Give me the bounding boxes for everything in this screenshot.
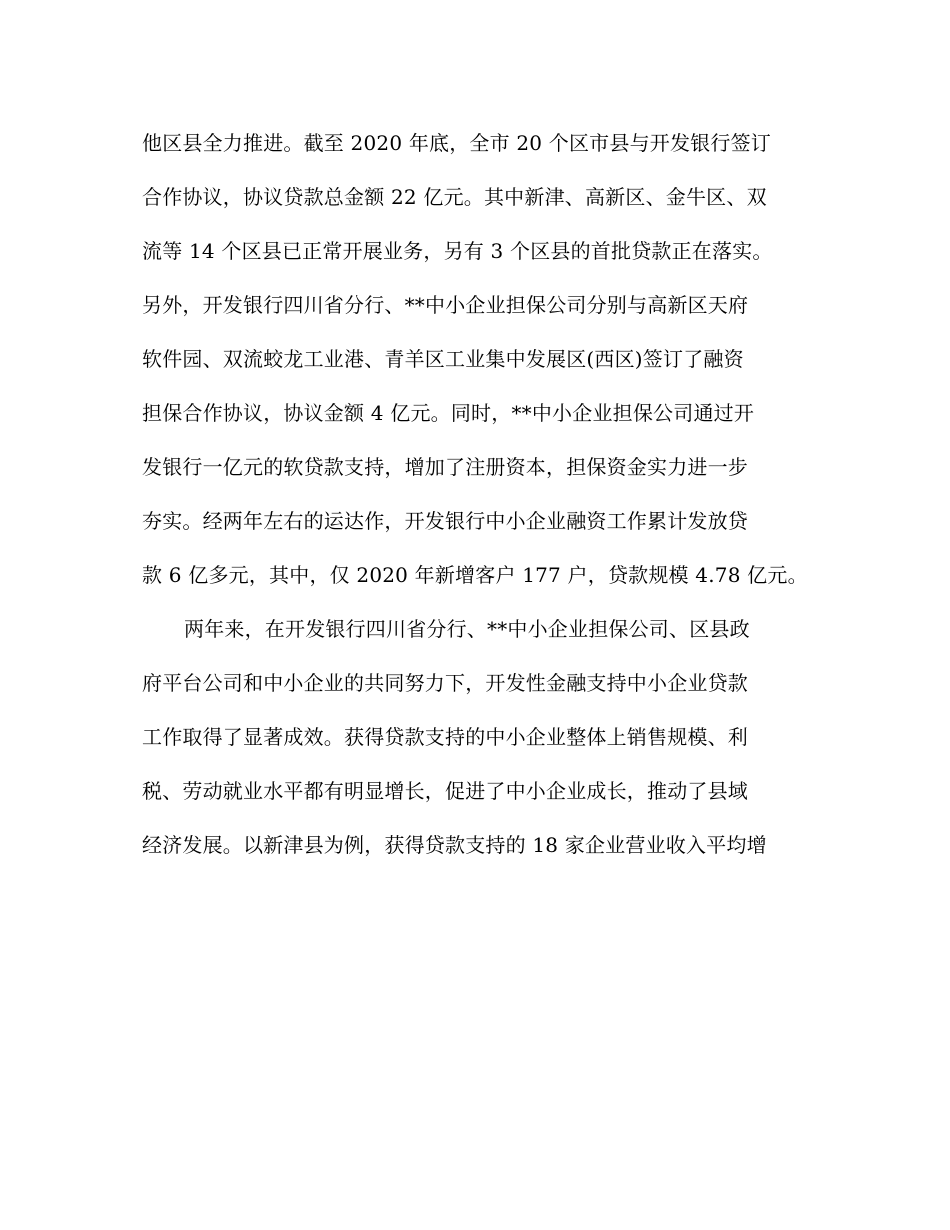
text-line: 工作取得了显著成效。获得贷款支持的中小企业整体上销售规模、利 xyxy=(142,725,748,749)
text-line-indented: 两年来，在开发银行四川省分行、**中小企业担保公司、区县政 xyxy=(184,617,750,641)
text-line: 夯实。经两年左右的运达作，开发银行中小企业融资工作累计发放贷 xyxy=(142,509,748,533)
text-line: 另外，开发银行四川省分行、**中小企业担保公司分别与高新区天府 xyxy=(142,293,749,317)
text-line: 软件园、双流蛟龙工业港、青羊区工业集中发展区(西区)签订了融资 xyxy=(142,347,744,371)
text-line: 他区县全力推进。截至 2020 年底，全市 20 个区市县与开发银行签订 xyxy=(142,131,771,155)
paragraph-2 xyxy=(142,610,812,880)
text-line: 府平台公司和中小企业的共同努力下，开发性金融支持中小企业贷款 xyxy=(142,671,748,695)
text-line: 合作协议，协议贷款总金额 22 亿元。其中新津、高新区、金牛区、双 xyxy=(142,185,767,209)
document-body xyxy=(142,124,812,880)
text-line: 流等 14 个区县已正常开展业务，另有 3 个区县的首批贷款正在落实。 xyxy=(142,239,773,263)
text-line: 经济发展。以新津县为例，获得贷款支持的 18 家企业营业收入平均增 xyxy=(142,833,767,857)
paragraph-1 xyxy=(142,124,812,610)
text-line: 款 6 亿多元，其中，仅 2020 年新增客户 177 户，贷款规模 4.78 亿元。 xyxy=(142,563,808,587)
text-line: 发银行一亿元的软贷款支持，增加了注册资本，担保资金实力进一步 xyxy=(142,455,748,479)
text-line: 担保合作协议，协议金额 4 亿元。同时，**中小企业担保公司通过开 xyxy=(142,401,755,425)
text-line: 税、劳动就业水平都有明显增长，促进了中小企业成长，推动了县域 xyxy=(142,779,748,803)
